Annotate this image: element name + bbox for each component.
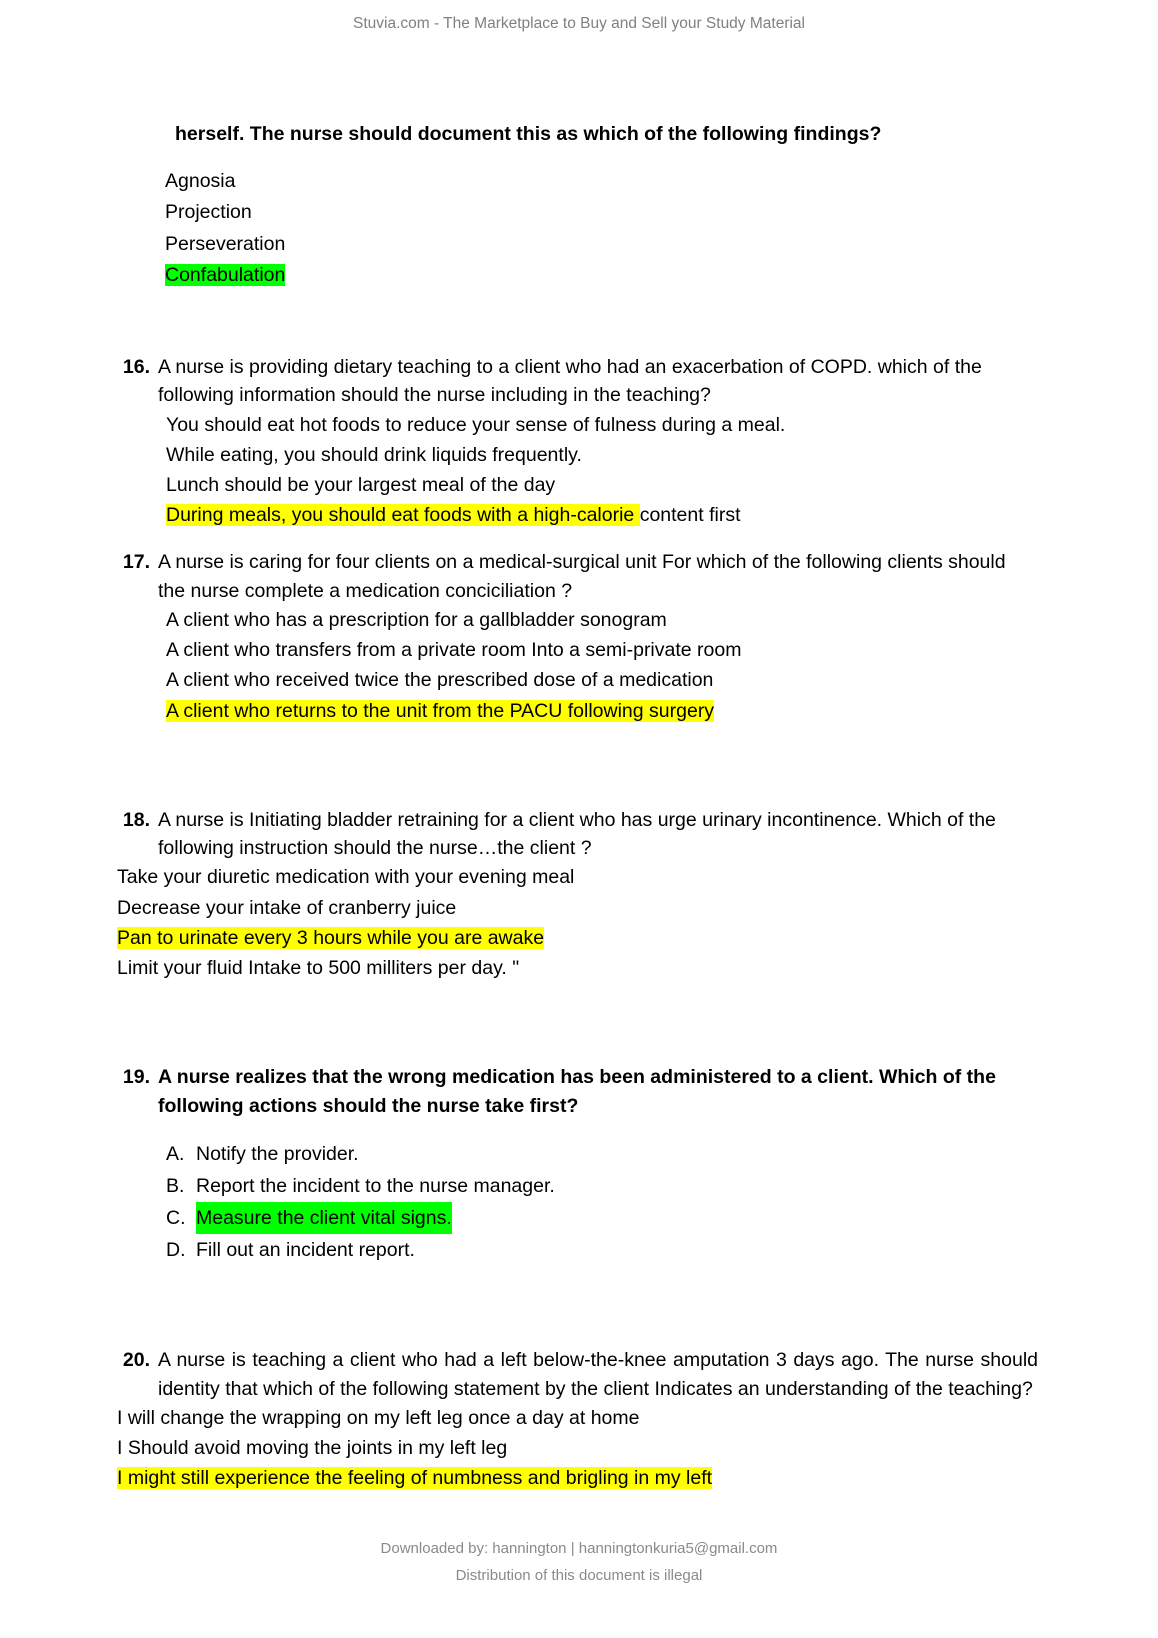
option-letter-a: A.	[166, 1142, 185, 1165]
question-number-16: 16.	[122, 356, 150, 379]
question-stem-18: A nurse is Initiating bladder retraining for a client who has urge urinary incontinence. Which of the following instruction should the nurse…the client ?	[158, 808, 996, 860]
question-block-20	[117, 1346, 1038, 1493]
option-17-c: A client who received twice the prescribed dose of a medication	[166, 669, 714, 692]
highlight-green-19c: Measure the client vital signs.	[196, 1202, 452, 1234]
option-letter-b: B.	[166, 1174, 185, 1197]
option-16-d	[166, 500, 1038, 530]
option-16-a: You should eat hot foods to reduce your sense of fulness during a meal.	[166, 413, 786, 436]
highlight-yellow-16d: During meals, you should eat foods with a high-calorie	[166, 504, 640, 527]
option-17-a: A client who has a prescription for a gallbladder sonogram	[166, 608, 667, 631]
question-stem-continued: herself. The nurse should document this as which of the following findings?	[175, 123, 882, 145]
question-number-18: 18.	[122, 808, 150, 831]
highlight-yellow-20c: I might still experience the feeling of numbness and brigling in my left	[117, 1467, 713, 1490]
option-16-c: Lunch should be your largest meal of the day	[166, 473, 556, 496]
option-19-d	[166, 1234, 1038, 1266]
question-stem-17: A nurse is caring for four clients on a medical-surgical unit For which of the following clients should the nurse complete a medication conciciliation ?	[158, 551, 1006, 602]
highlight-yellow-18c: Pan to urinate every 3 hours while you are awake	[117, 926, 545, 949]
option-19-b	[166, 1170, 1038, 1202]
question-stem-19: A nurse realizes that the wrong medication has been administered to a client. Which of the following actions should the nurse take first?	[158, 1066, 996, 1117]
option-19-b-text: Report the incident to the nurse manager.	[196, 1174, 555, 1197]
option-18-c	[117, 923, 1038, 953]
option-19-a	[166, 1138, 1038, 1170]
question-block-18	[117, 806, 1038, 983]
option-20-a: I will change the wrapping on my left leg once a day at home	[117, 1406, 640, 1429]
stuvia-watermark: Stuvia.com - The Marketplace to Buy and Sell your Study Material	[352, 15, 805, 32]
option-17-b: A client who transfers from a private room Into a semi-private room	[166, 639, 742, 662]
highlight-yellow-17d: A client who returns to the unit from the PACU following surgery	[166, 699, 715, 722]
option-18-d: Limit your fluid Intake to 500 milliters per day. "	[117, 957, 520, 980]
option-projection: Projection	[165, 201, 252, 224]
option-16-d-tail: content first	[639, 504, 741, 527]
option-20-b: I Should avoid moving the joints in my left leg	[117, 1437, 508, 1460]
question-block-continued	[120, 120, 1038, 291]
question-number-17: 17.	[122, 551, 150, 574]
question-stem-20: A nurse is teaching a client who had a left below-the-knee amputation 3 days ago. The nurse should identity that which of the following statement by the client Indicates an understanding of the teaching?	[158, 1349, 1038, 1400]
highlight-green-confabulation: Confabulation	[165, 263, 286, 286]
footer-distribution-notice: Distribution of this document is illegal	[455, 1567, 703, 1585]
question-number-20: 20.	[122, 1349, 150, 1372]
option-confabulation	[165, 260, 1038, 291]
question-block-17	[120, 548, 1038, 725]
option-19-c	[166, 1202, 1038, 1234]
document-content	[117, 120, 1038, 1494]
question-stem-16: A nurse is providing dietary teaching to a client who had an exacerbation of COPD. which of the following information should the nurse including in the teaching?	[158, 356, 982, 407]
footer-downloaded-by: Downloaded by: hannington | hanningtonkuria5@gmail.com	[380, 1539, 778, 1557]
option-letter-d: D.	[166, 1239, 186, 1262]
option-perseveration: Perseveration	[165, 232, 286, 255]
option-letter-c: C.	[166, 1207, 186, 1230]
question-number-19: 19.	[122, 1066, 150, 1089]
option-16-b: While eating, you should drink liquids frequently.	[166, 443, 582, 466]
option-19-a-text: Notify the provider.	[196, 1142, 359, 1165]
option-agnosia: Agnosia	[165, 170, 236, 193]
option-20-c	[117, 1463, 1038, 1493]
question-block-16	[120, 353, 1038, 530]
question-block-19	[120, 1063, 1038, 1266]
option-19-d-text: Fill out an incident report.	[196, 1239, 415, 1262]
page-footer	[0, 1535, 1158, 1591]
option-18-b: Decrease your intake of cranberry juice	[117, 896, 457, 919]
option-17-d	[166, 696, 1038, 726]
option-18-a: Take your diuretic medication with your evening meal	[117, 866, 575, 889]
